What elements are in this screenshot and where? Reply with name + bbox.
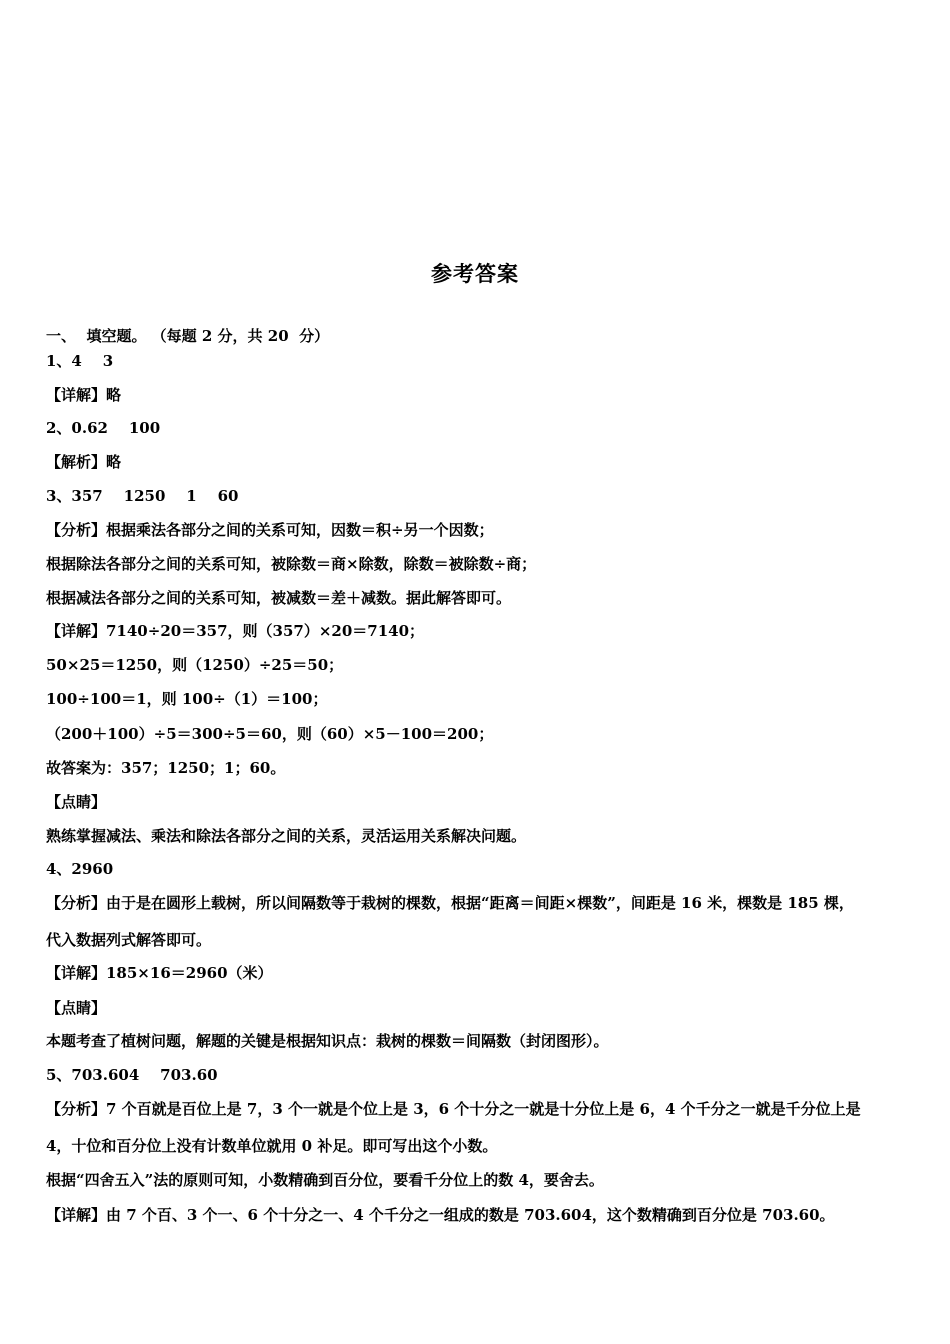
explanation-line: 【详解】185×16＝2960（米） — [46, 964, 273, 982]
explanation-line: 【分析】根据乘法各部分之间的关系可知，因数＝积÷另一个因数； — [46, 521, 494, 539]
explanation-line: 100÷100＝1，则 100÷（1）＝100； — [46, 690, 328, 708]
explanation-line: 【分析】7 个百就是百位上是 7，3 个一就是个位上是 3，6 个十分之一就是十分位上是 6，4 个千分之一就是千分位上是 — [46, 1100, 861, 1118]
section-heading: 一、 填空题。 （每题 2 分，共 20 分） — [46, 327, 330, 345]
explanation-line: 故答案为：357；1250；1；60。 — [46, 759, 286, 777]
explanation-line: 代入数据列式解答即可。 — [46, 931, 212, 949]
explanation-line: 【分析】由于是在圆形上载树，所以间隔数等于栽树的棵数，根据“距离＝间距×棵数”，间距是 16 米，棵数是 185 棵， — [46, 894, 854, 912]
explanation-line: 50×25＝1250，则（1250）÷25＝50； — [46, 656, 344, 674]
page-title: 参考答案 — [431, 262, 519, 286]
explanation-line: 根据“四舍五入”法的原则可知，小数精确到百分位，要看千分位上的数 4，要舍去。 — [46, 1171, 604, 1189]
answer-line: 1、4 3 — [46, 352, 114, 370]
explanation-line: 根据除法各部分之间的关系可知，被除数＝商×除数，除数＝被除数÷商； — [46, 555, 537, 573]
answer-line: 4、2960 — [46, 860, 114, 878]
explanation-line: 熟练掌握减法、乘法和除法各部分之间的关系，灵活运用关系解决问题。 — [46, 827, 527, 845]
explanation-line: 【详解】由 7 个百、3 个一、6 个十分之一、4 个千分之一组成的数是 703.604，这个数精确到百分位是 703.60。 — [46, 1206, 835, 1224]
explanation-line: 根据减法各部分之间的关系可知，被减数＝差＋减数。据此解答即可。 — [46, 589, 512, 607]
explanation-line: 【详解】略 — [46, 386, 122, 404]
explanation-line: 4，十位和百分位上没有计数单位就用 0 补足。即可写出这个小数。 — [46, 1137, 498, 1155]
explanation-line: 【解析】略 — [46, 453, 122, 471]
answer-line: 2、0.62 100 — [46, 419, 161, 437]
answer-line: 3、357 1250 1 60 — [46, 487, 239, 505]
explanation-line: （200＋100）÷5＝300÷5＝60，则（60）×5－100＝200； — [46, 725, 494, 743]
explanation-line: 【点睛】 — [46, 999, 107, 1017]
answer-line: 5、703.604 703.60 — [46, 1066, 218, 1084]
explanation-line: 【点睛】 — [46, 793, 107, 811]
explanation-line: 【详解】7140÷20＝357，则（357）×20＝7140； — [46, 622, 425, 640]
explanation-line: 本题考查了植树问题，解题的关键是根据知识点：栽树的棵数＝间隔数（封闭图形）。 — [46, 1032, 609, 1050]
